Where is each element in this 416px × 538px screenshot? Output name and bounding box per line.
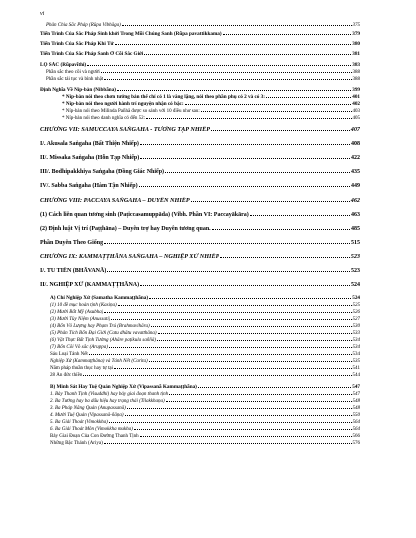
- toc-entry: [40, 101, 360, 108]
- toc-entry-page: 548: [352, 399, 360, 404]
- toc-entry-page: 408: [351, 141, 360, 147]
- toc-entry-page: 534: [352, 338, 360, 343]
- dot-leader: [149, 298, 351, 299]
- toc-entry-title: (7) Bốn Cõi Vô sắc (Āruppa): [50, 345, 108, 350]
- dot-leader: [250, 215, 350, 216]
- toc-entry: [40, 295, 360, 302]
- toc-entry: [40, 168, 360, 176]
- toc-entry-page: 462: [350, 197, 360, 204]
- toc-entry-page: 550: [352, 413, 360, 418]
- dot-leader: [191, 201, 350, 202]
- toc-entry: [40, 337, 360, 344]
- toc-entry: [40, 426, 360, 433]
- toc-entry-title: II/. NGHIỆP XỨ (KAMMAṬṬHĀNA): [40, 282, 140, 288]
- toc-entry: [40, 51, 360, 58]
- toc-entry: [40, 351, 360, 358]
- dot-leader: [166, 401, 352, 402]
- toc-entry-title: I/. TU TIẾN (BHĀVANĀ): [40, 268, 107, 274]
- dot-leader: [201, 111, 352, 112]
- toc-entry-title: Tiến Trình Của Sắc Pháp Khi Tử: [40, 41, 114, 47]
- dot-leader: [134, 429, 352, 430]
- toc-entry-title: * Níp-bàn nói theo chơn tướng bản thể chỉ có 1 là vắng lặng, nói theo phần phụ có 2 và có 3:: [62, 94, 265, 100]
- toc-entry: [40, 302, 360, 309]
- toc-entry-title: CHƯƠNG IX: KAMMAṬṬHĀNA SAṄGAHA – NGHIỆP XỨ NHIẾP: [40, 253, 220, 260]
- toc-entry-page: 530: [352, 324, 360, 329]
- toc-entry: [40, 344, 360, 351]
- dot-leader: [146, 118, 351, 119]
- toc-entry-page: 375: [352, 23, 360, 28]
- dot-leader: [104, 243, 350, 244]
- toc-entry-title: Phần Duyên Theo Giống: [40, 240, 104, 246]
- toc-entry-title: 3. Ba Pháp Nâng Quán (Anupassanā): [50, 406, 126, 411]
- toc-entry: [40, 94, 360, 101]
- toc-entry-page: 463: [351, 212, 360, 218]
- dot-leader: [139, 186, 350, 187]
- toc-entry-page: 534: [352, 345, 360, 350]
- toc-entry: [40, 62, 360, 69]
- toc-entry-title: Tiến Trình Của Sắc Pháp Sinh khởi Trong Mỗi Chúng Sanh (Rūpa pavattikkama): [40, 31, 222, 37]
- toc-entry: [40, 211, 360, 219]
- dot-leader: [198, 387, 351, 388]
- toc-entry-page: 524: [352, 295, 360, 301]
- toc-entry-title: A) Chỉ Nghiệp Xứ (Samatha Kammaṭṭhāna): [50, 295, 149, 301]
- dot-leader: [169, 394, 351, 395]
- toc-entry-page: 380: [352, 41, 360, 47]
- toc-entry-title: Phần sắc tái tục và bình nhật: [46, 77, 104, 82]
- toc-entry: [40, 239, 360, 247]
- dot-leader: [87, 65, 351, 66]
- toc-entry-title: Năm pháp thuần thục hay tự tại: [50, 366, 113, 371]
- toc-entry: [40, 225, 360, 233]
- toc-entry: [40, 69, 360, 76]
- toc-entry-page: 527: [352, 317, 360, 322]
- dot-leader: [165, 172, 350, 173]
- toc-entry-title: 4. Mười Tuệ Quán (Vipassanā-ñāṇa): [50, 413, 124, 418]
- toc-entry: [40, 316, 360, 323]
- toc-entry-page: 525: [352, 303, 360, 308]
- toc-entry-title: CHƯƠNG VIII: PACCAYA SAṄGAHA – DUYÊN NHIẾP: [40, 197, 190, 204]
- dot-leader: [220, 257, 349, 258]
- dot-leader: [125, 415, 352, 416]
- toc-entry-page: 547: [352, 384, 360, 390]
- toc-entry-page: 576: [352, 441, 360, 446]
- dot-leader: [109, 347, 352, 348]
- toc-entry: [40, 372, 360, 379]
- toc-entry: [40, 412, 360, 419]
- toc-entry-page: 523: [350, 253, 360, 260]
- toc-entry-title: * Níp-bàn nói theo người hành trí nguyện nhận có bậc:: [62, 101, 184, 107]
- dot-leader: [149, 361, 352, 362]
- toc-entry-title: 2. Ba Tướng hay ba dấu hiệu hay trạng thái (Tilakkhaṇa): [50, 399, 165, 404]
- toc-entry: [40, 433, 360, 440]
- toc-entry-title: CHƯƠNG VII: SAMUCCAYA SAṄGAHA - TƯƠNG TẠP NHIẾP: [40, 126, 210, 133]
- toc-entry-page: 534: [352, 352, 360, 357]
- toc-entry-title: (3) Mười Tùy Niệm (Anussati): [50, 317, 111, 322]
- toc-entry: [40, 108, 360, 115]
- toc-entry-title: LỘ SẮC (Rūpavīthi): [40, 62, 87, 68]
- toc-entry-page: 449: [351, 183, 360, 189]
- toc-entry: [40, 253, 360, 261]
- dot-leader: [140, 144, 350, 145]
- dot-leader: [107, 271, 350, 272]
- dot-leader: [117, 90, 351, 91]
- toc-entry-page: 524: [351, 282, 360, 288]
- toc-entry-title: Tiến Trình Của Sắc Pháp Sanh Ở Cõi Sắc Giới: [40, 51, 144, 57]
- dot-leader: [151, 326, 352, 327]
- toc-entry-page: 485: [351, 226, 360, 232]
- toc-entry-title: Nghiệp Xứ (Kammaṭṭhāna) và Tánh Nết (Carita): [50, 359, 148, 364]
- toc-entry: [40, 391, 360, 398]
- toc-entry-page: 403: [352, 109, 360, 114]
- dot-leader: [185, 104, 352, 105]
- toc-entry-page: 566: [352, 434, 360, 439]
- toc-entry-title: (4) Bốn Vô Lượng hay Phạm Trú (Brahmavihāra): [50, 324, 150, 329]
- toc-entry-title: 28 Ân đức thiền: [50, 373, 83, 378]
- toc-entry-page: 435: [351, 169, 360, 175]
- toc-entry-page: 541: [352, 366, 360, 371]
- toc-entry-page: 523: [351, 268, 360, 274]
- dot-leader: [158, 333, 352, 334]
- toc-entry-title: II/. Missaka Saṅgaha (Hỗn Tạp Nhiếp): [40, 155, 140, 161]
- toc-entry-page: 564: [352, 420, 360, 425]
- dot-leader: [212, 229, 350, 230]
- toc-entry-title: (1) Cách liên quan tương sinh (Paṭiccasamuppāda) (Vibh. Phần VI: Paccayākāra): [40, 212, 249, 218]
- toc-entry-title: 6. Ba Giải Thoát Môn (Vimokkha mukha): [50, 427, 133, 432]
- toc-entry-page: 388: [352, 70, 360, 75]
- toc-entry: [40, 182, 360, 190]
- toc-entry: [40, 115, 360, 122]
- toc-entry: [40, 140, 360, 148]
- dot-leader: [266, 97, 351, 98]
- toc-entry-page: 564: [352, 427, 360, 432]
- toc-entry-title: I/. Akusala Saṅgaha (Bất Thiện Nhiếp): [40, 141, 139, 147]
- toc-entry-title: Bảy Giai Đoạn Của Con Đường Thanh Tịnh: [50, 434, 139, 439]
- dot-leader: [83, 375, 351, 376]
- dot-leader: [127, 408, 352, 409]
- toc-entry: [40, 365, 360, 372]
- toc-entry-page: 515: [351, 240, 360, 246]
- toc-entry-page: 535: [352, 359, 360, 364]
- toc-entry-title: Sáu Loại Tánh Nết: [50, 352, 88, 357]
- toc-entry-page: 388: [352, 77, 360, 82]
- dot-leader: [104, 79, 351, 80]
- toc-entry: [40, 398, 360, 405]
- toc-entry-title: (5) Phân Tích Bốn Đại Giới (Catu dhātu vavatthāna): [50, 331, 157, 336]
- toc-entry-page: 402: [352, 101, 360, 107]
- dot-leader: [118, 305, 352, 306]
- dot-leader: [122, 25, 352, 26]
- toc-entry-page: 533: [352, 331, 360, 336]
- toc-entry: [40, 126, 360, 134]
- toc-entry: [40, 76, 360, 83]
- toc-entry-page: 547: [352, 392, 360, 397]
- toc-entry-page: 544: [352, 373, 360, 378]
- toc-entry: [40, 267, 360, 275]
- toc-entry: [40, 358, 360, 365]
- dot-leader: [114, 368, 352, 369]
- dot-leader: [111, 319, 351, 320]
- toc-entry-title: III/. Bodhipakkhiya Saṅgaha (Đồng Giác Nhiếp): [40, 169, 165, 175]
- toc-entry-title: (6) Vật Thực Bất Tịnh Tưởng (Āhāre paṭikula saññā): [50, 338, 156, 343]
- dot-leader: [140, 285, 350, 286]
- toc-entry-page: 401: [352, 94, 360, 100]
- toc-entry: [40, 384, 360, 391]
- toc-entry: [40, 323, 360, 330]
- dot-leader: [89, 354, 352, 355]
- toc-entry-title: IV/. Sabba Saṅgaha (Hàm Tận Nhiếp): [40, 183, 138, 189]
- table-of-contents: [40, 22, 360, 447]
- toc-entry-page: 379: [352, 31, 360, 37]
- dot-leader: [101, 72, 352, 73]
- toc-entry: [40, 31, 360, 38]
- toc-entry: [40, 419, 360, 426]
- toc-entry-title: B) Minh Sát Hay Tuệ Quán Nghiệp Xứ (Vipassanā Kammaṭṭhāna): [50, 384, 197, 390]
- toc-entry-title: Phần sắc theo cõi và người: [46, 70, 100, 75]
- toc-entry-title: 1. Bảy Thanh Tịnh (Visuddhi) hay bảy giai đoạn thanh tịnh: [50, 392, 169, 397]
- toc-entry: [40, 41, 360, 48]
- toc-entry-title: Những Bậc Thánh (Ariya): [50, 441, 103, 446]
- toc-entry-page: 422: [351, 155, 360, 161]
- toc-entry: [40, 22, 360, 29]
- toc-entry: [40, 197, 360, 205]
- toc-entry-title: * Níp-bàn nói theo Milinda Pañhā được so sánh với 10 điều như sau:: [62, 109, 200, 114]
- toc-entry-title: (1) 10 đề mục hoàn tịnh (Kasiṇa): [50, 303, 117, 308]
- page-number: vi: [40, 11, 45, 17]
- toc-entry: [40, 281, 360, 289]
- toc-entry: [40, 87, 360, 94]
- toc-entry-title: (2) Mười Bất Mỹ (Asubha): [50, 310, 104, 315]
- toc-entry: [40, 154, 360, 162]
- toc-entry-page: 526: [352, 310, 360, 315]
- dot-leader: [211, 130, 350, 131]
- dot-leader: [109, 422, 352, 423]
- dot-leader: [104, 443, 352, 444]
- dot-leader: [144, 54, 351, 55]
- toc-entry-page: 383: [352, 62, 360, 68]
- toc-entry-page: 405: [352, 116, 360, 121]
- dot-leader: [140, 158, 350, 159]
- dot-leader: [140, 436, 352, 437]
- toc-entry-title: Phân Chia Sắc Pháp (Rūpa Vibhāga): [46, 23, 121, 28]
- toc-entry-title: * Níp-bàn nói theo danh nghĩa có đến 52:: [62, 116, 146, 121]
- toc-entry: [40, 330, 360, 337]
- dot-leader: [223, 34, 352, 35]
- toc-entry-page: 407: [350, 126, 360, 133]
- toc-entry-page: 381: [352, 51, 360, 57]
- toc-entry: [40, 440, 360, 447]
- dot-leader: [104, 312, 351, 313]
- toc-entry-title: Định Nghĩa Về Níp-bàn (Nibbāna): [40, 87, 117, 93]
- toc-entry-page: 399: [352, 87, 360, 93]
- dot-leader: [115, 44, 352, 45]
- toc-entry-title: (2) Định luật Vị trí (Paṭṭhāna) – Duyên trợ hay Duyên tương quan.: [40, 226, 211, 232]
- toc-entry: [40, 309, 360, 316]
- toc-entry-title: 5. Ba Giải Thoát (Vimokkha): [50, 420, 108, 425]
- dot-leader: [157, 340, 352, 341]
- toc-entry-page: 548: [352, 406, 360, 411]
- toc-entry: [40, 405, 360, 412]
